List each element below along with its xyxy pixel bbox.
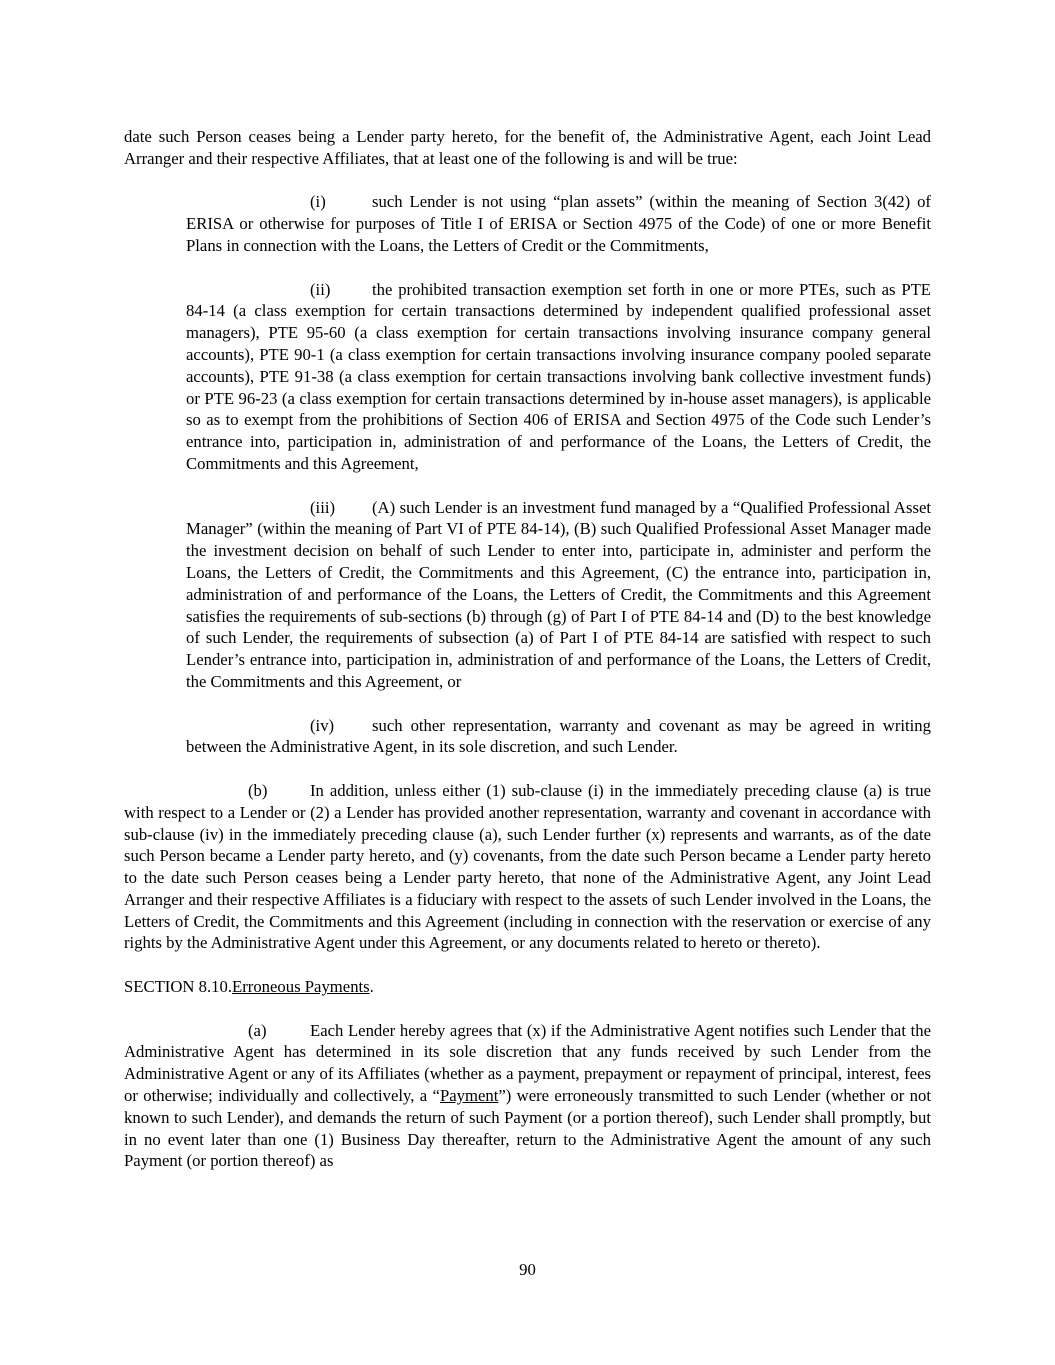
- clause-i: [186, 191, 931, 256]
- intro-paragraph: date such Person ceases being a Lender party hereto, for the benefit of, the Administrative Agent, each Joint Lead Arranger and their respective Affiliates, that at least one of the following is and will be true:: [124, 127, 931, 168]
- clause-label: (iii): [310, 497, 336, 517]
- clause-label: (iv): [310, 715, 335, 735]
- clause-label: (b): [248, 780, 268, 800]
- defined-term-payment: Payment: [439, 1086, 499, 1106]
- clause-b: [124, 780, 931, 954]
- clause-label: (ii): [310, 279, 331, 299]
- clause-label: (a): [248, 1020, 267, 1040]
- page-number: 90: [519, 1260, 536, 1279]
- clause-a-erroneous-payments: [124, 1020, 931, 1173]
- clause-text-after: ”) were erroneously transmitted to such Lender (whether or not known to such Lender), and demands the return of such Payment (or a portion thereof), such Lender shall promptly, but in no event later than one (1) Business Day thereafter, return to the Administrative Agent the amount of any such Payment (or portion thereof) as: [124, 1086, 931, 1171]
- clause-text-before: Each Lender hereby agrees that (x) if the Administrative Agent notifies such Lender that the Administrative Agent has determined in its sole discretion that any funds received by such Lender from the Administrative Agent or any of its Affiliates (whether as a payment, prepayment or repayment of principal, interest, fees or otherwise; individually and collectively, a “: [124, 1020, 931, 1106]
- clause-ii: [186, 279, 931, 475]
- clause-text: In addition, unless either (1) sub-clause (i) in the immediately preceding clause (a) is true with respect to a Lender or (2) a Lender has provided another representation, warranty and covenant in accordance with sub-clause (iv) in the immediately preceding clause (a), such Lender further (x) represents and warrants, as of the date such Person became a Lender party hereto, and (y) covenants, from the date such Person became a Lender party hereto to the date such Person ceases being a Lender party hereto, that none of the Administrative Agent, any Joint Lead Arranger and their respective Affiliates is a fiduciary with respect to the assets of such Lender involved in the Loans, the Letters of Credit, the Commitments and this Agreement (including in connection with the reservation or exercise of any rights by the Administrative Agent under this Agreement, or any documents related to hereto or thereto).: [124, 780, 931, 953]
- clause-iii: [186, 497, 931, 693]
- clause-text: such Lender is not using “plan assets” (within the meaning of Section 3(42) of ERISA or otherwise for purposes of Title I of ERISA or Section 4975 of the Code) of one or more Benefit Plans in connection with the Loans, the Letters of Credit or the Commitments,: [186, 192, 931, 255]
- section-number: SECTION 8.10.: [124, 977, 233, 997]
- clause-label: (i): [310, 192, 326, 212]
- section-title: Erroneous Payments: [232, 977, 370, 997]
- clause-text: the prohibited transaction exemption set forth in one or more PTEs, such as PTE 84-14 (a class exemption for certain transactions determined by independent qualified professional asset managers), PTE 95-60 (a class exemption for certain transactions involving insurance company general accounts), PTE 90-1 (a class exemption for certain transactions involving insurance company pooled separate accounts), PTE 91-38 (a class exemption for certain transactions involving bank collective investment funds) or PTE 96-23 (a class exemption for certain transactions determined by in-house asset managers), is applicable so as to exempt from the prohibitions of Section 406 of ERISA and Section 4975 of the Code such Lender’s entrance into, participation in, administration of and performance of the Loans, the Letters of Credit, the Commitments and this Agreement,: [186, 279, 931, 473]
- document-page: [124, 126, 931, 1194]
- clause-text: (A) such Lender is an investment fund managed by a “Qualified Professional Asset Manager” (within the meaning of Part VI of PTE 84-14), (B) such Qualified Professional Asset Manager made the investment decision on behalf of such Lender to enter into, participate in, administer and perform the Loans, the Letters of Credit, the Commitments and this Agreement, (C) the entrance into, participation in, administration of and performance of the Loans, the Letters of Credit, the Commitments and this Agreement satisfies the requirements of sub-sections (b) through (g) of Part I of PTE 84-14 and (D) to the best knowledge of such Lender, the requirements of subsection (a) of Part I of PTE 84-14 are satisfied with respect to such Lender’s entrance into, participation in, administration of and performance of the Loans, the Letters of Credit, the Commitments and this Agreement, or: [186, 497, 931, 691]
- clause-text: such other representation, warranty and covenant as may be agreed in writing between the Administrative Agent, in its sole discretion, and such Lender.: [186, 715, 931, 757]
- clause-iv: [186, 715, 931, 759]
- section-trailing: .: [369, 977, 374, 997]
- section-heading: [124, 976, 931, 998]
